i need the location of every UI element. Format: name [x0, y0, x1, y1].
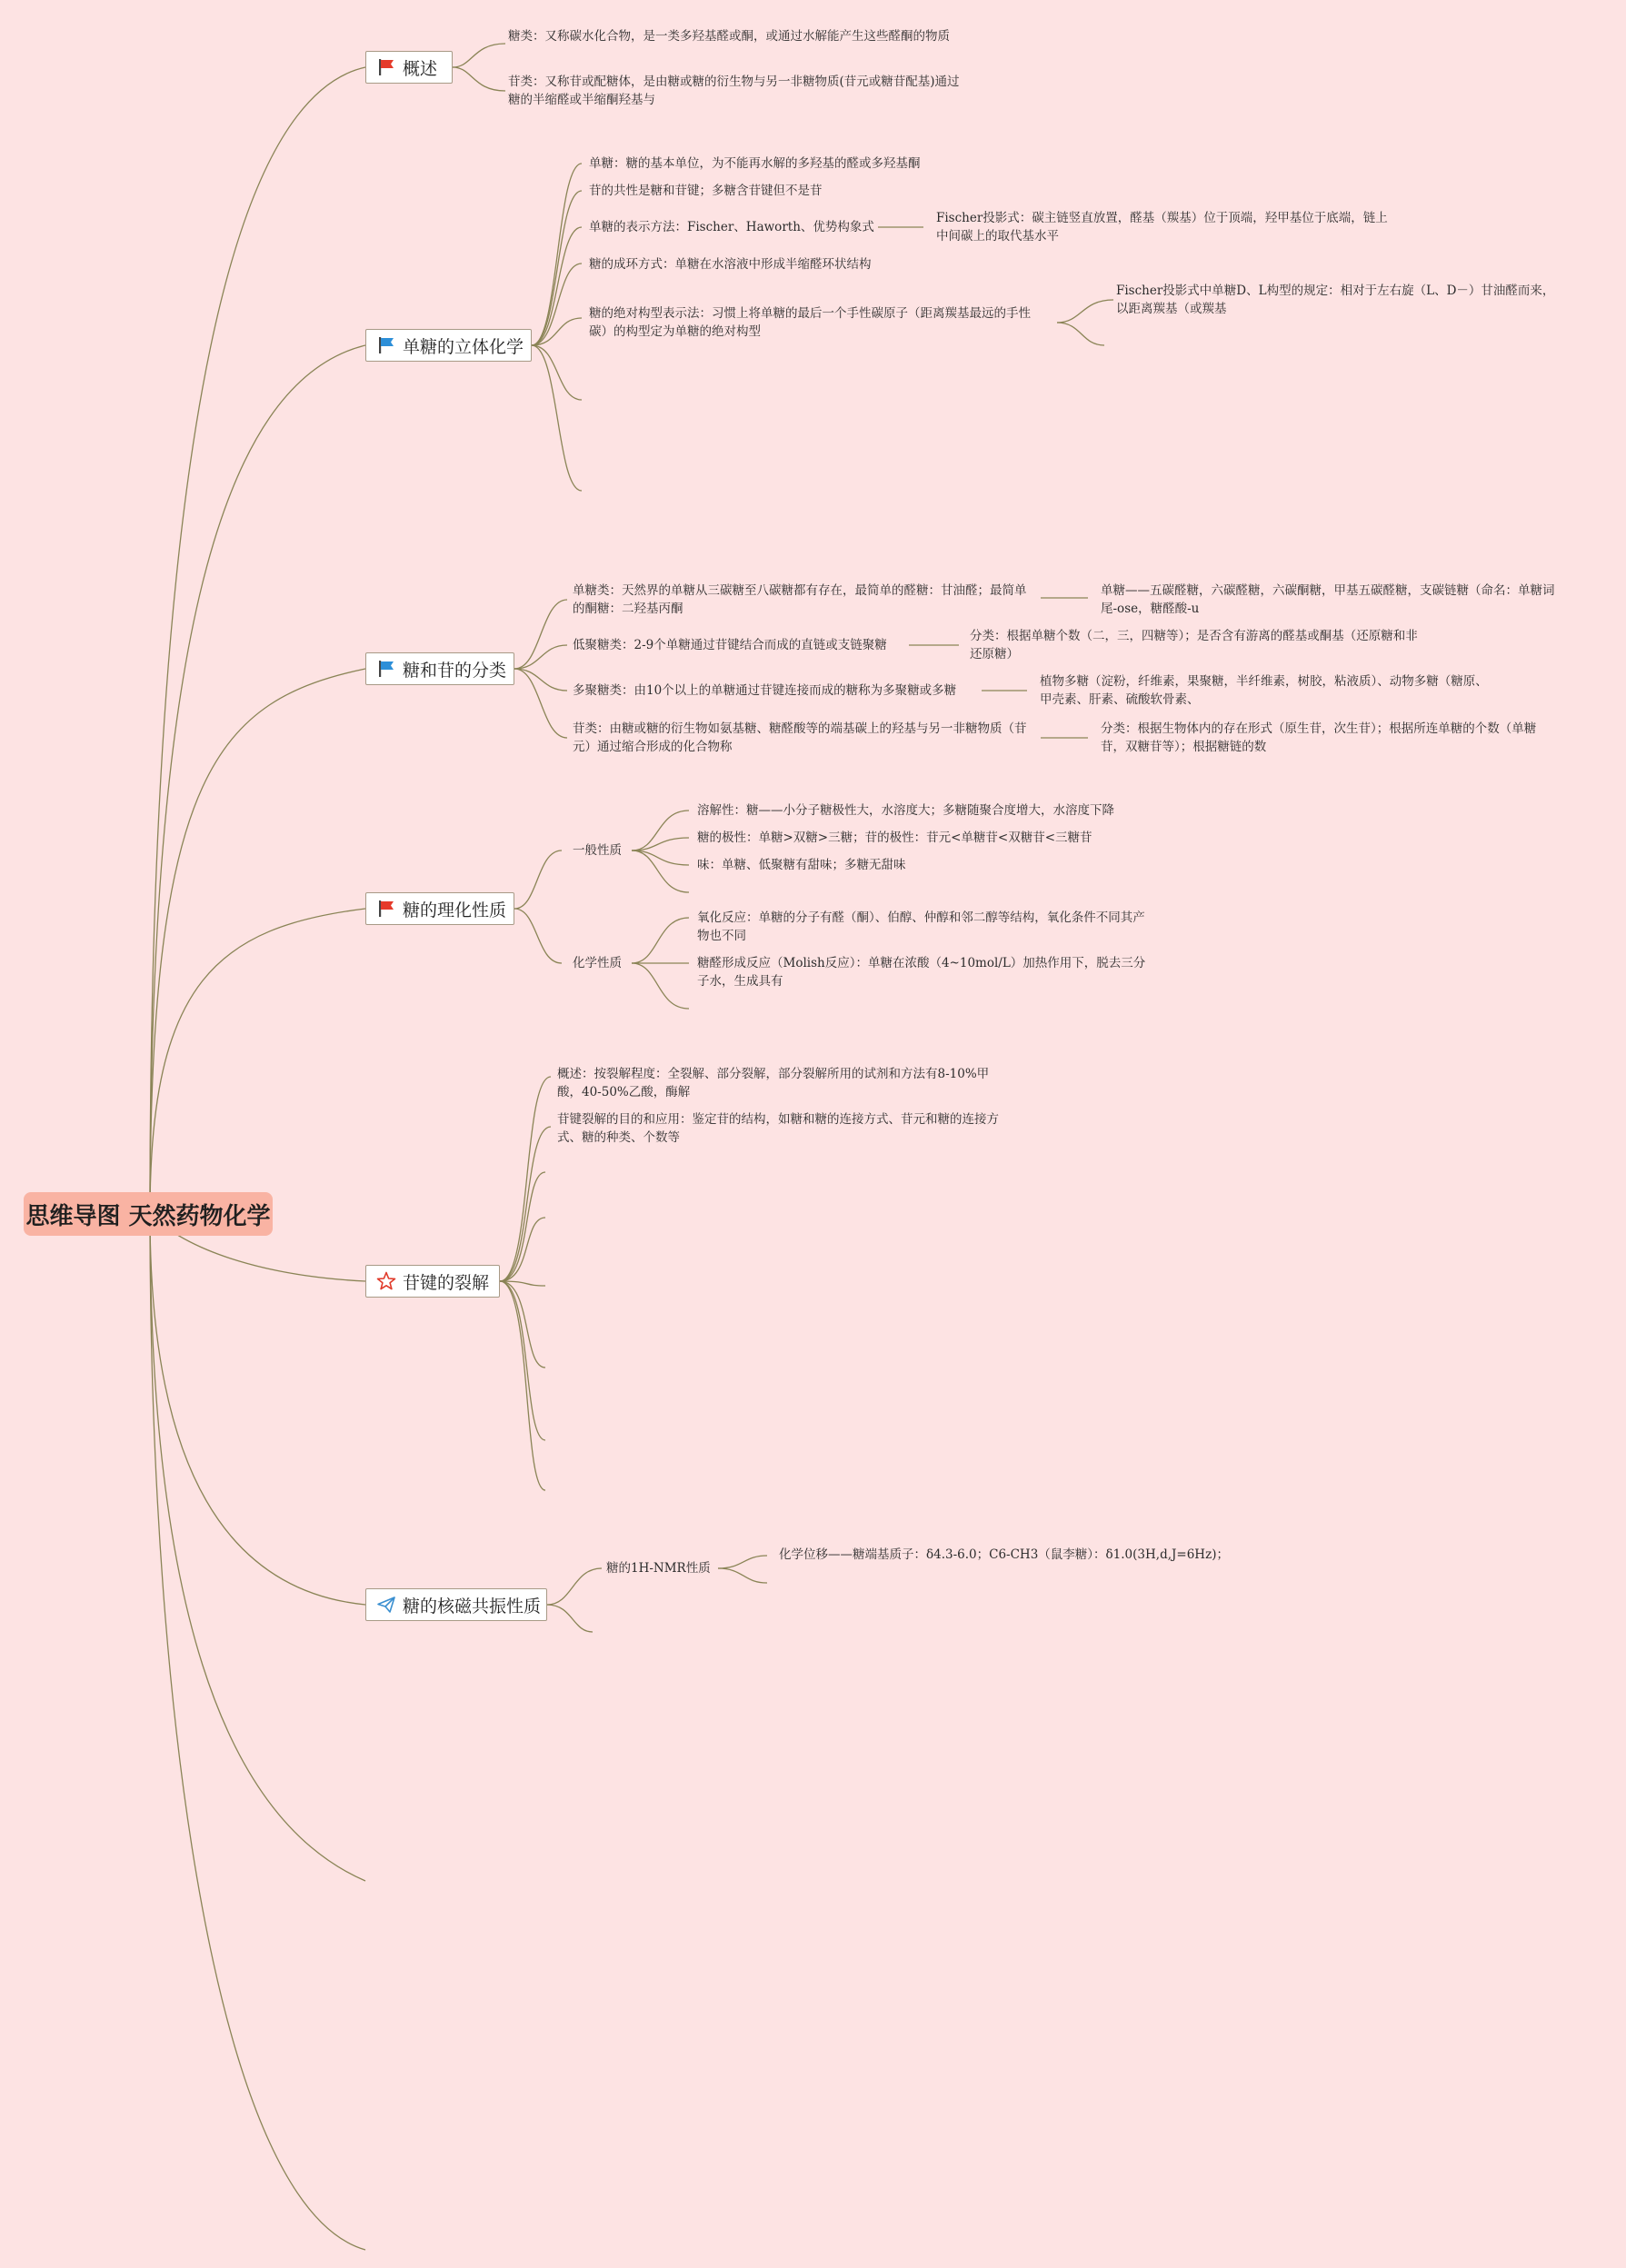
red-flag-icon [375, 56, 397, 78]
physchem-molish: 糖醛形成反应（Molish反应）：单糖在浓酸（4~10mol/L）加热作用下，脱去三分子水，生成具有 [697, 956, 1146, 989]
physchem-taste: 味：单糖、低聚糖有甜味；多糖无甜味 [697, 858, 906, 872]
nmr-item: 糖的1H-NMR性质 [606, 1561, 711, 1576]
physchem-solubility: 溶解性：糖——小分子糖极性大，水溶度大；多糖随聚合度增大，水溶度下降 [697, 803, 1114, 818]
cleavage-overview: 概述：按裂解程度：全裂解、部分裂解，部分裂解所用的试剂和方法有8-10%甲酸，40-50%乙酸，酶解 [557, 1067, 990, 1099]
stereo-item-ring-formation: 糖的成环方式：单糖在水溶液中形成半缩醛环状结构 [589, 257, 872, 272]
blue-flag-icon [375, 334, 397, 356]
stereo-item-glycoside-commonality: 苷的共性是糖和苷键；多糖含苷键但不是苷 [589, 184, 823, 198]
branch-label: 糖的理化性质 [403, 900, 507, 920]
branch-glycosidic-cleavage[interactable] [365, 1265, 500, 1298]
stereo-item-absolute-configuration: 糖的绝对构型表示法：习惯上将单糖的最后一个手性碳原子（距离羰基最远的手性碳）的构型定为单糖的绝对构型 [589, 306, 1031, 339]
classification-item-polysaccharides: 多聚糖类：由10个以上的单糖通过苷键连接而成的糖称为多聚糖或多糖 [573, 683, 957, 698]
overview-item-glycosides: 苷类：又称苷或配糖体，是由糖或糖的衍生物与另一非糖物质(苷元或糖苷配基)通过糖的半缩醛或半缩酮羟基与 [508, 75, 960, 107]
cleavage-purpose: 苷键裂解的目的和应用：鉴定苷的结构，如糖和糖的连接方式、苷元和糖的连接方式、糖的种类、个数等 [557, 1112, 999, 1145]
stereo-item-representation: 单糖的表示方法：Fischer、Haworth、优势构象式 [589, 220, 874, 234]
classification-detail-glycosides: 分类：根据生物体内的存在形式（原生苷，次生苷）；根据所连单糖的个数（单糖苷，双糖苷等）；根据糖链的数 [1101, 721, 1537, 754]
stereo-fischer-dl-detail: Fischer投影式中单糖D、L构型的规定：相对于左右旋（L、D－）甘油醛而来，以距离羰基（或羰基 [1116, 284, 1555, 316]
classification-item-oligosaccharides: 低聚糖类：2-9个单糖通过苷键结合而成的直链或支链聚糖 [573, 638, 887, 652]
stereo-fischer-detail: Fischer投影式：碳主链竖直放置，醛基（羰基）位于顶端，羟甲基位于底端，链上中间碳上的取代基水平 [936, 211, 1388, 244]
physchem-polarity: 糖的极性：单糖>双糖>三糖；苷的极性：苷元<单糖苷<双糖苷<三糖苷 [697, 831, 1092, 845]
overview-item-sugars: 糖类：又称碳水化合物，是一类多羟基醛或酮，或通过水解能产生这些醛酮的物质 [508, 29, 950, 44]
branch-classification[interactable] [365, 652, 514, 685]
branch-stereochemistry[interactable] [365, 329, 532, 362]
nmr-chemical-shift: 化学位移——糖端基质子：δ4.3-6.0；C6-CH3（鼠李糖）：δ1.0(3H,d,J=6Hz)； [779, 1547, 1229, 1562]
branch-overview[interactable] [365, 51, 453, 84]
paper-plane-icon [375, 1594, 397, 1616]
classification-detail-monosaccharides: 单糖——五碳醛糖，六碳醛糖，六碳酮糖，甲基五碳醛糖，支碳链糖（命名：单糖词尾-ose，糖醛酸-u [1101, 583, 1555, 616]
branch-label: 糖和苷的分类 [403, 660, 507, 681]
star-icon [375, 1270, 397, 1292]
classification-item-monosaccharides: 单糖类：天然界的单糖从三碳糖至八碳糖都有存在，最简单的醛糖：甘油醛；最简单的酮糖：二羟基丙酮 [573, 583, 1027, 616]
classification-detail-oligosaccharides: 分类：根据单糖个数（二，三，四糖等）；是否含有游离的醛基或酮基（还原糖和非还原糖） [970, 629, 1418, 662]
root-topic[interactable]: 思维导图 天然药物化学 [24, 1192, 273, 1236]
branch-physicochemical[interactable] [365, 892, 514, 925]
stereo-item-monosaccharide: 单糖：糖的基本单位，为不能再水解的多羟基的醛或多羟基酮 [589, 156, 921, 171]
physchem-oxidation: 氧化反应：单糖的分子有醛（酮）、伯醇、仲醇和邻二醇等结构，氧化条件不同其产物也不同 [697, 910, 1145, 943]
classification-detail-polysaccharides: 植物多糖（淀粉，纤维素，果聚糖，半纤维素，树胶，粘液质）、动物多糖（糖原、甲壳素、肝素、硫酸软骨素、 [1040, 674, 1488, 707]
branch-label: 概述 [403, 58, 438, 79]
branch-label: 单糖的立体化学 [403, 336, 524, 357]
physchem-chemical: 化学性质 [573, 956, 622, 970]
red-flag-icon [375, 898, 397, 920]
blue-flag-icon [375, 658, 397, 680]
physchem-general: 一般性质 [573, 843, 622, 858]
classification-item-glycosides: 苷类：由糖或糖的衍生物如氨基糖、糖醛酸等的端基碳上的羟基与另一非糖物质（苷元）通过缩合形成的化合物称 [573, 721, 1027, 754]
branch-label: 苷键的裂解 [403, 1272, 490, 1293]
branch-label: 糖的核磁共振性质 [403, 1596, 542, 1616]
branch-nmr[interactable] [365, 1588, 547, 1621]
